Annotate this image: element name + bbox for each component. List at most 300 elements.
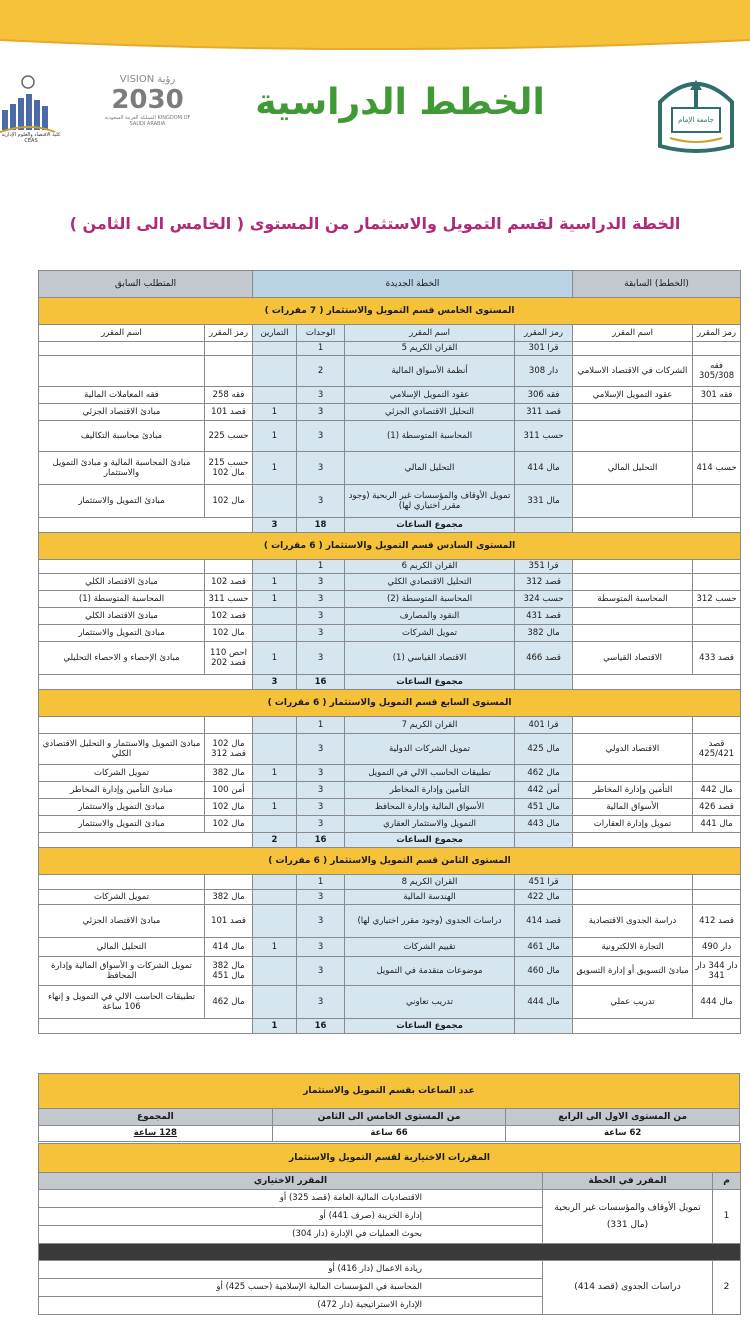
table-row	[39, 816, 741, 833]
new-course-name: تطبيقات الحاسب الالي في التمويل	[345, 765, 515, 782]
table-row	[39, 485, 741, 518]
new-course-code: دار 308	[515, 356, 573, 387]
prereq-name: تمويل الشركات و الأسواق المالية وإدارة المحافظ	[39, 957, 205, 986]
course-exercises: 1	[253, 404, 297, 421]
prev-course-code	[693, 560, 741, 574]
prev-course-name: التحليل المالي	[573, 452, 693, 485]
course-exercises: 1	[253, 938, 297, 957]
new-course-name: المحاسبة المتوسطة (2)	[345, 591, 515, 608]
prereq-code: مال 414	[205, 938, 253, 957]
course-exercises	[253, 625, 297, 642]
table-row	[39, 387, 741, 404]
elect-col-course: المقرر في الخطة	[543, 1173, 713, 1190]
prev-course-code: حسب 312	[693, 591, 741, 608]
prev-course-code	[693, 765, 741, 782]
prev-course-name: الاقتصاد الدولي	[573, 734, 693, 765]
page-title: الخطط الدراسية	[255, 82, 545, 123]
college-label: كلية الاقتصاد والعلوم الإدارية CEAS	[1, 132, 61, 144]
new-course-code: قرا 351	[515, 560, 573, 574]
prev-course-code	[693, 342, 741, 356]
prev-course-name	[573, 560, 693, 574]
total-exercises: 3	[253, 675, 297, 690]
prereq-code: احص 110 قصد 202	[205, 642, 253, 675]
table-row	[39, 560, 741, 574]
new-course-name: أنظمة الأسواق المالية	[345, 356, 515, 387]
elective-option: ريادة الاعمال (دار 416) أو	[39, 1261, 543, 1279]
hours-col-2: من المستوى الخامس الى الثامن	[272, 1109, 506, 1126]
total-spacer-prev	[573, 1019, 741, 1034]
elective-number: 1	[713, 1190, 741, 1244]
course-units: 3	[297, 890, 345, 905]
new-course-name: الأسواق المالية وإدارة المحافظ	[345, 799, 515, 816]
prev-course-code: قصد 425/421	[693, 734, 741, 765]
total-exercises: 1	[253, 1019, 297, 1034]
university-logo-text: جامعة الإمام	[678, 116, 714, 124]
course-units: 3	[297, 816, 345, 833]
prereq-code: أمن 100	[205, 782, 253, 799]
prev-course-code	[693, 717, 741, 734]
table-row	[39, 642, 741, 675]
new-course-name: القران الكريم 6	[345, 560, 515, 574]
course-exercises: 1	[253, 421, 297, 452]
new-course-code: فقه 306	[515, 387, 573, 404]
new-course-name: التمويل والاستثمار العقاري	[345, 816, 515, 833]
total-spacer-prev	[573, 675, 741, 690]
prev-course-name	[573, 404, 693, 421]
prev-course-code: فقه 301	[693, 387, 741, 404]
table-row	[39, 890, 741, 905]
electives-section	[38, 1143, 740, 1315]
new-course-name: تدريب تعاوني	[345, 986, 515, 1019]
course-exercises	[253, 782, 297, 799]
new-course-name: تقييم الشركات	[345, 938, 515, 957]
total-spacer-req	[39, 1019, 253, 1034]
new-course-name: القران الكريم 5	[345, 342, 515, 356]
prereq-name	[39, 875, 205, 890]
elective-option: الإدارة الاستراتيجية (دار 472)	[39, 1297, 543, 1315]
new-course-name: النقود والمصارف	[345, 608, 515, 625]
table-row	[39, 608, 741, 625]
level-title: المستوى السابع قسم التمويل والاستثمار ( 6 مقررات )	[39, 690, 741, 717]
prereq-code	[205, 342, 253, 356]
prev-course-name	[573, 421, 693, 452]
hours-val-1: 62 ساعة	[506, 1126, 740, 1142]
new-course-code: حسب 324	[515, 591, 573, 608]
prereq-code	[205, 717, 253, 734]
prev-course-code	[693, 485, 741, 518]
prev-course-name: تدريب عملي	[573, 986, 693, 1019]
prereq-name: المحاسبة المتوسطة (1)	[39, 591, 205, 608]
prev-course-code	[693, 625, 741, 642]
elect-col-elective: المقرر الاختياري	[39, 1173, 543, 1190]
total-spacer-prev	[573, 833, 741, 848]
prereq-code	[205, 560, 253, 574]
new-course-code: مال 451	[515, 799, 573, 816]
table-row	[39, 452, 741, 485]
prereq-name: التحليل المالي	[39, 938, 205, 957]
prereq-name	[39, 342, 205, 356]
total-spacer-req	[39, 833, 253, 848]
course-units: 3	[297, 957, 345, 986]
vision-2030-logo	[100, 74, 195, 144]
new-course-code: مال 462	[515, 765, 573, 782]
new-course-code: مال 461	[515, 938, 573, 957]
level-title: المستوى الخامس قسم التمويل والاستثمار ( 7 مقررات )	[39, 298, 741, 325]
prereq-code: قصد 101	[205, 905, 253, 938]
table-row	[39, 734, 741, 765]
total-spacer-new	[515, 1019, 573, 1034]
prev-course-name: عقود التمويل الإسلامي	[573, 387, 693, 404]
course-exercises: 1	[253, 765, 297, 782]
col-req-name: اسم المقرر	[39, 325, 205, 342]
new-course-code: مال 382	[515, 625, 573, 642]
new-course-code: قصد 312	[515, 574, 573, 591]
prev-course-name: التأمين وإدارة المخاطر	[573, 782, 693, 799]
new-course-name: القران الكريم 8	[345, 875, 515, 890]
new-course-code: قرا 451	[515, 875, 573, 890]
prereq-code: مال 382	[205, 890, 253, 905]
total-exercises: 2	[253, 833, 297, 848]
prev-course-name	[573, 574, 693, 591]
prev-course-code	[693, 421, 741, 452]
course-units: 3	[297, 574, 345, 591]
new-course-code: مال 444	[515, 986, 573, 1019]
prereq-name: مبادئ التمويل والاستثمار	[39, 799, 205, 816]
course-units: 3	[297, 387, 345, 404]
prereq-name: مبادئ الإحصاء و الاحصاء التحليلي	[39, 642, 205, 675]
prereq-code: مال 462	[205, 986, 253, 1019]
course-exercises	[253, 485, 297, 518]
prereq-name: مبادئ التمويل والاستثمار	[39, 485, 205, 518]
course-exercises	[253, 356, 297, 387]
top-banner	[0, 0, 750, 58]
prev-course-code: قصد 433	[693, 642, 741, 675]
new-course-code: مال 425	[515, 734, 573, 765]
group-divider	[39, 1244, 741, 1261]
new-course-name: الاقتصاد القياسي (1)	[345, 642, 515, 675]
total-spacer-prev	[573, 518, 741, 533]
course-units: 3	[297, 421, 345, 452]
prereq-code: مال 102	[205, 799, 253, 816]
new-course-name: المحاسبة المتوسطة (1)	[345, 421, 515, 452]
table-row	[39, 875, 741, 890]
university-logo	[650, 72, 742, 154]
elective-course: تمويل الأوقاف والمؤسسات غير الربحية (مال 331)	[543, 1190, 713, 1244]
hours-col-1: من المستوى الاول الى الرابع	[506, 1109, 740, 1126]
col-new-code: رمز المقرر	[515, 325, 573, 342]
prereq-name: مبادئ التأمين وإدارة المخاطر	[39, 782, 205, 799]
prev-course-name: الأسواق المالية	[573, 799, 693, 816]
prev-course-code: حسب 414	[693, 452, 741, 485]
prereq-name	[39, 717, 205, 734]
plan-subtitle: الخطة الدراسية لقسم التمويل والاستثمار من المستوى ( الخامس الى الثامن )	[69, 214, 681, 233]
prev-course-code	[693, 608, 741, 625]
prereq-name: مبادئ الاقتصاد الجزئي	[39, 404, 205, 421]
course-units: 3	[297, 404, 345, 421]
vision-year: 2030	[111, 85, 184, 115]
new-course-name: الهندسة المالية	[345, 890, 515, 905]
prev-course-name: الشركات في الاقتصاد الاسلامي	[573, 356, 693, 387]
course-exercises	[253, 890, 297, 905]
table-row	[39, 986, 741, 1019]
new-course-code: قصد 311	[515, 404, 573, 421]
course-units: 1	[297, 342, 345, 356]
prereq-name: تمويل الشركات	[39, 890, 205, 905]
course-units: 3	[297, 734, 345, 765]
prev-course-name	[573, 717, 693, 734]
total-spacer-new	[515, 833, 573, 848]
new-course-name: التحليل الاقتصادي الجزئي	[345, 404, 515, 421]
prereq-code: مال 102	[205, 485, 253, 518]
total-units: 16	[297, 675, 345, 690]
course-exercises	[253, 608, 297, 625]
prev-course-name	[573, 608, 693, 625]
prev-course-code: دار 344 دار 341	[693, 957, 741, 986]
prereq-code: قصد 102	[205, 608, 253, 625]
level-title: المستوى السادس قسم التمويل والاستثمار ( 6 مقررات )	[39, 533, 741, 560]
course-exercises	[253, 717, 297, 734]
prereq-name: مبادئ التمويل والاستثمار	[39, 816, 205, 833]
prereq-code: قصد 102	[205, 574, 253, 591]
prev-course-name	[573, 485, 693, 518]
elective-option: بحوث العمليات في الإدارة (دار 304)	[39, 1226, 543, 1244]
prereq-code: مال 382 مال 451	[205, 957, 253, 986]
prev-course-code	[693, 574, 741, 591]
new-course-code: أمن 442	[515, 782, 573, 799]
prev-plan-header: (الخطط) السابقة	[573, 271, 741, 298]
course-units: 3	[297, 782, 345, 799]
prev-course-name	[573, 765, 693, 782]
table-row	[39, 404, 741, 421]
table-row	[39, 625, 741, 642]
elective-course: دراسات الجدوى (قصد 414)	[543, 1261, 713, 1315]
table-row	[39, 765, 741, 782]
table-row	[39, 574, 741, 591]
hours-title: عدد الساعات بقسم التمويل والاستثمار	[39, 1074, 740, 1109]
course-units: 3	[297, 625, 345, 642]
course-units: 1	[297, 560, 345, 574]
prereq-name: مبادئ المحاسبة المالية و مبادئ التمويل والاستثمار	[39, 452, 205, 485]
list-item	[39, 1261, 741, 1279]
col-prev-code: رمز المقرر	[693, 325, 741, 342]
level-title: المستوى الثامن قسم التمويل والاستثمار ( 6 مقررات )	[39, 848, 741, 875]
prev-course-name	[573, 890, 693, 905]
course-units: 3	[297, 485, 345, 518]
prereq-name: مبادئ التمويل والاستثمار و التحليل الاقتصادي الكلي	[39, 734, 205, 765]
list-item	[39, 1190, 741, 1208]
table-row	[39, 905, 741, 938]
prev-course-name: مبادئ التسويق أو إدارة التسويق	[573, 957, 693, 986]
new-course-name: التحليل المالي	[345, 452, 515, 485]
total-spacer-new	[515, 518, 573, 533]
prev-course-code: فقه 305/308	[693, 356, 741, 387]
prereq-header: المتطلب السابق	[39, 271, 253, 298]
col-req-code: رمز المقرر	[205, 325, 253, 342]
new-course-name: تمويل الشركات الدولية	[345, 734, 515, 765]
prereq-code: مال 102 قصد 312	[205, 734, 253, 765]
course-units: 3	[297, 905, 345, 938]
elective-number: 2	[713, 1261, 741, 1315]
course-exercises	[253, 560, 297, 574]
prev-course-code: قصد 412	[693, 905, 741, 938]
total-label: مجموع الساعات	[345, 675, 515, 690]
total-spacer-req	[39, 675, 253, 690]
prereq-name	[39, 356, 205, 387]
prereq-name: تمويل الشركات	[39, 765, 205, 782]
col-new-name: اسم المقرر	[345, 325, 515, 342]
course-units: 3	[297, 608, 345, 625]
prev-course-name: دراسة الجدوى الاقتصادية	[573, 905, 693, 938]
prev-course-name	[573, 875, 693, 890]
prereq-code: حسب 311	[205, 591, 253, 608]
col-prev-name: اسم المقرر	[573, 325, 693, 342]
prereq-code: فقه 258	[205, 387, 253, 404]
table-row	[39, 717, 741, 734]
course-exercises	[253, 957, 297, 986]
prereq-code: حسب 215 مال 102	[205, 452, 253, 485]
prereq-name	[39, 560, 205, 574]
prereq-code: قصد 101	[205, 404, 253, 421]
course-units: 3	[297, 452, 345, 485]
course-exercises	[253, 875, 297, 890]
prev-course-name: الاقتصاد القياسي	[573, 642, 693, 675]
course-units: 3	[297, 765, 345, 782]
course-exercises: 1	[253, 591, 297, 608]
vision-label: VISION رؤية	[119, 74, 176, 85]
prev-course-name: المحاسبة المتوسطة	[573, 591, 693, 608]
table-row	[39, 356, 741, 387]
new-course-code: مال 422	[515, 890, 573, 905]
prereq-name: مبادئ محاسبة التكاليف	[39, 421, 205, 452]
prev-course-code: دار 490	[693, 938, 741, 957]
table-row	[39, 342, 741, 356]
prev-course-code	[693, 404, 741, 421]
new-course-name: دراسات الجدوى (وجود مقرر اختياري لها)	[345, 905, 515, 938]
total-label: مجموع الساعات	[345, 1019, 515, 1034]
prereq-name: مبادئ التمويل والاستثمار	[39, 625, 205, 642]
new-course-name: تمويل الشركات	[345, 625, 515, 642]
col-units: الوحدات	[297, 325, 345, 342]
total-units: 18	[297, 518, 345, 533]
prev-course-code: مال 442	[693, 782, 741, 799]
table-row	[39, 938, 741, 957]
prereq-name: تطبيقات الحاسب الالي في التمويل و إنهاء 106 ساعة	[39, 986, 205, 1019]
hours-val-2: 66 ساعة	[272, 1126, 506, 1142]
elective-option: الاقتصاديات المالية العامة (قصد 325) أو	[39, 1190, 543, 1208]
new-course-name: القران الكريم 7	[345, 717, 515, 734]
col-exercises: التمارين	[253, 325, 297, 342]
table-row	[39, 782, 741, 799]
course-exercises	[253, 387, 297, 404]
course-exercises: 1	[253, 642, 297, 675]
prev-course-code: مال 444	[693, 986, 741, 1019]
table-row	[39, 799, 741, 816]
new-course-name: تمويل الأوقاف والمؤسسات غير الربحية (وجود مقرر اختياري لها)	[345, 485, 515, 518]
course-units: 3	[297, 986, 345, 1019]
prev-course-name	[573, 342, 693, 356]
table-row	[39, 957, 741, 986]
prev-course-name: تمويل وإدارة العقارات	[573, 816, 693, 833]
new-course-code: حسب 311	[515, 421, 573, 452]
course-units: 2	[297, 356, 345, 387]
hours-summary	[38, 1073, 740, 1142]
new-course-code: قصد 431	[515, 608, 573, 625]
total-exercises: 3	[253, 518, 297, 533]
course-units: 1	[297, 875, 345, 890]
total-spacer-new	[515, 675, 573, 690]
electives-title: المقررات الاختيارية لقسم التمويل والاستثمار	[39, 1144, 741, 1173]
prereq-code	[205, 875, 253, 890]
new-course-name: عقود التمويل الإسلامي	[345, 387, 515, 404]
prereq-code: حسب 225	[205, 421, 253, 452]
elective-option: إدارة الخزينة (صرف 441) أو	[39, 1208, 543, 1226]
course-units: 1	[297, 717, 345, 734]
prereq-name: مبادئ الاقتصاد الجزئي	[39, 905, 205, 938]
course-exercises	[253, 986, 297, 1019]
new-plan-header: الخطة الجديدة	[253, 271, 573, 298]
hours-col-3: المجموع	[39, 1109, 273, 1126]
prereq-name: فقه المعاملات المالية	[39, 387, 205, 404]
course-exercises: 1	[253, 799, 297, 816]
course-exercises	[253, 734, 297, 765]
hours-val-3: 128 ساعة	[39, 1126, 273, 1142]
course-units: 3	[297, 799, 345, 816]
course-exercises	[253, 905, 297, 938]
elective-option: المحاسبة في المؤسسات المالية الإسلامية (حسب 425) أو	[39, 1279, 543, 1297]
total-units: 16	[297, 1019, 345, 1034]
new-course-code: قرا 401	[515, 717, 573, 734]
total-units: 16	[297, 833, 345, 848]
new-course-name: التأمين وإدارة المخاطر	[345, 782, 515, 799]
new-course-code: مال 443	[515, 816, 573, 833]
course-exercises	[253, 816, 297, 833]
total-label: مجموع الساعات	[345, 833, 515, 848]
prev-course-code	[693, 890, 741, 905]
prev-course-name: التجارة الالكترونية	[573, 938, 693, 957]
total-spacer-req	[39, 518, 253, 533]
table-row	[39, 591, 741, 608]
prereq-code: مال 102	[205, 816, 253, 833]
prereq-name: مبادئ الاقتصاد الكلي	[39, 608, 205, 625]
new-course-name: التحليل الاقتصادي الكلي	[345, 574, 515, 591]
prev-course-name	[573, 625, 693, 642]
prereq-code: مال 102	[205, 625, 253, 642]
table-row	[39, 421, 741, 452]
new-course-code: مال 414	[515, 452, 573, 485]
course-exercises: 1	[253, 452, 297, 485]
elect-col-m: م	[713, 1173, 741, 1190]
prereq-code	[205, 356, 253, 387]
course-units: 3	[297, 938, 345, 957]
prev-course-code: قصد 426	[693, 799, 741, 816]
new-course-code: مال 331	[515, 485, 573, 518]
new-course-code: مال 460	[515, 957, 573, 986]
new-course-code: قصد 414	[515, 905, 573, 938]
new-course-code: قصد 466	[515, 642, 573, 675]
new-course-name: موضوعات متقدمة في التمويل	[345, 957, 515, 986]
new-course-code: قرا 301	[515, 342, 573, 356]
total-label: مجموع الساعات	[345, 518, 515, 533]
course-units: 3	[297, 642, 345, 675]
prereq-code: مال 382	[205, 765, 253, 782]
study-plan-table	[38, 270, 741, 1034]
course-exercises: 1	[253, 574, 297, 591]
course-exercises	[253, 342, 297, 356]
prev-course-code	[693, 875, 741, 890]
prereq-name: مبادئ الاقتصاد الكلي	[39, 574, 205, 591]
prev-course-code: مال 441	[693, 816, 741, 833]
course-units: 3	[297, 591, 345, 608]
